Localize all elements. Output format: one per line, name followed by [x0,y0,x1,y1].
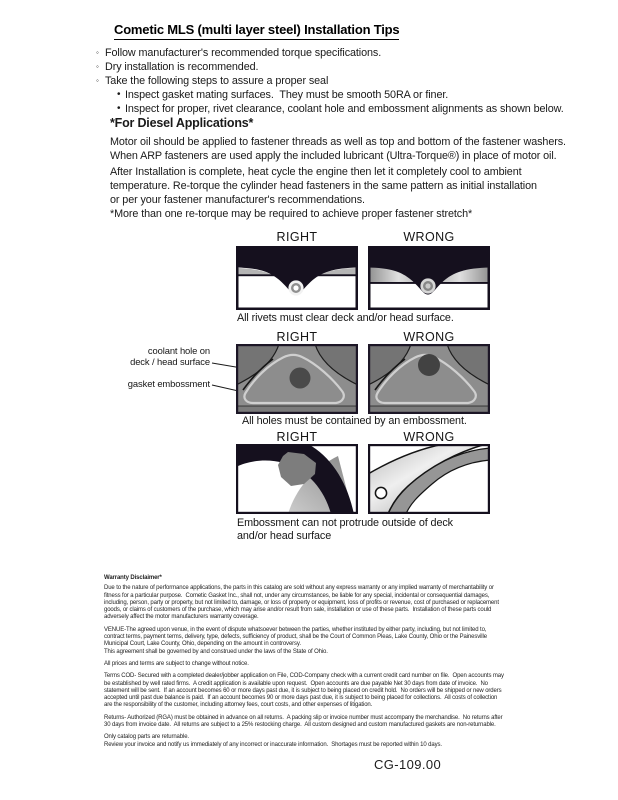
bullet-icon: ◦ [96,62,99,71]
diesel-section-heading: *For Diesel Applications* [110,116,254,130]
tip-text: Dry installation is recommended. [105,61,259,73]
tip-text: Inspect for proper, rivet clearance, coolant hole and embossment alignments as shown below. [125,103,564,115]
page-number: CG-109.00 [374,757,442,772]
fine-print-line: fitness for a particular purpose. Cometic Gasket Inc., shall not, under any circumstances, be liable for any special, incidental or consequential damages, [104,592,490,599]
fine-print-line: VENUE-The agreed upon venue, in the event of dispute whatsoever between the parties, whether instituted by either party, including, but not limited to, [104,626,487,633]
terms-paragraph [104,673,526,709]
paragraph-line: temperature. Re-torque the cylinder head fasteners in the same pattern as initial installation [110,180,537,192]
returns-paragraph [104,715,526,730]
rivet-wrong-diagram [368,246,490,310]
diesel-paragraph [110,165,537,207]
embossment-wrong-diagram [368,444,490,514]
annotation-line: gasket embossment [127,378,210,389]
coolant-hole-annotation [130,345,210,367]
caption-line: Embossment can not protrude outside of deck [237,517,453,529]
list-item [96,74,564,88]
annotation-line: deck / head surface [130,356,210,367]
bullet-icon: ◦ [96,76,99,85]
right-label: RIGHT [276,230,318,244]
list-item [96,46,564,60]
fine-print-line: 30 days from invoice date. All returns are subject to a 25% restocking charge. All custom designed and custom manufactured gaskets are non-returnable. [104,722,496,729]
fine-print-line: Municipal Court, Lake County, Ohio, depending on the amount in controversy. [104,641,301,648]
warranty-disclaimer-block [104,575,526,754]
right-label: RIGHT [276,430,318,444]
paragraph-line: or per your fastener manufacturer's recommendations. [110,194,365,206]
fine-print-line: This agreement shall be governed by and construed under the laws of the State of Ohio. [104,648,328,655]
fine-print-line: All prices and terms are subject to change without notice. [104,660,249,667]
embossment-caption [237,517,453,542]
coolant-hole-right-diagram [236,344,358,414]
bullet-icon: • [117,89,121,100]
prices-paragraph [104,661,526,668]
warranty-paragraph [104,585,526,621]
retorque-note [110,207,472,221]
fine-print-line: be established by well rated firms. A credit application is available upon request. Open accounts are due payable Net 30 days from date of invoice. No [104,680,488,687]
fine-print-line: Due to the nature of performance applications, the parts in this catalog are sold without any express warranty or any implied warranty of merchantability or [104,585,494,592]
warranty-heading: Warranty Disclaimer* [104,575,162,581]
fine-print-line: contract terms, payment terms, delivery, type, defects, sufficiency of product, shall be the Court of Common Pleas, Lake County, Ohio or the Painesville [104,634,487,641]
list-item [96,60,564,74]
fine-print-line: accepted until past due balance is paid. If an account becomes 90 or more days past due, it is subject to being placed for collections. All costs of collection [104,695,498,702]
page-title: Cometic MLS (multi layer steel) Installation Tips [114,22,399,40]
embossment-right-diagram [236,444,358,514]
caption-line: All rivets must clear deck and/or head surface. [237,312,454,324]
fine-print-line: adversely affect the motor manufacturers warranty coverage. [104,614,259,621]
tip-text: Inspect gasket mating surfaces. They must be smooth 50RA or finer. [125,89,449,101]
fine-print-line: Review your invoice and notify us immediately of any incorrect or inaccurate information. Shortages must be reported within 10 days. [104,741,442,748]
wrong-label: WRONG [403,330,455,344]
bullet-icon: ◦ [96,48,99,57]
fine-print-line: Only catalog parts are returnable. [104,734,189,741]
wrong-label: WRONG [403,230,455,244]
list-item [117,88,564,102]
list-item [117,102,564,116]
rivet-right-diagram [236,246,358,310]
fine-print-line: are the responsibility of the customer, including attorney fees, court costs, and other expenses of litigation. [104,702,373,709]
paragraph-line: Motor oil should be applied to fastener threads as well as top and bottom of the fastener washers. [110,136,566,148]
venue-paragraph [104,627,526,656]
fine-print-line: Terms COD- Secured with a completed dealer/jobber application on File, COD-Company check with a current credit card number on file. Open accounts may [104,673,504,680]
right-label: RIGHT [276,330,318,344]
caption-line: All holes must be contained by an embossment. [242,415,467,427]
gasket-embossment-annotation [128,378,210,389]
diesel-paragraph [110,135,566,163]
fine-print-line: goods, or claims of customers of the purchase, which may arise and/or result from sale, installation or use of these parts. Installation of these parts could [104,607,492,614]
fine-print-line: Returns- Authorized (RGA) must be obtained in advance on all returns. A packing slip or invoice number must accompany the merchandise. No returns after [104,714,503,721]
tip-text: Follow manufacturer's recommended torque specifications. [105,47,382,59]
coolant-hole-wrong-diagram [368,344,490,414]
bullet-icon: • [117,103,121,114]
caption-line: and/or head surface [237,529,332,542]
paragraph-line: After Installation is complete, heat cycle the engine then let it completely cool to ambient [110,166,522,178]
fine-print-line: including, person, party or property, but not limited to, damage, or loss of property or equipment, loss of profits or revenue, cost of purchased or replacement [104,599,499,606]
paragraph-line: When ARP fasteners are used apply the included lubricant (Ultra-Torque®) in place of motor oil. [110,150,557,162]
annotation-line: coolant hole on [147,345,210,356]
tip-text: Take the following steps to assure a proper seal [105,75,329,87]
installation-tips-list [96,46,564,116]
fine-print-line: statement will be sent. If an account becomes 60 or more days past due, it is subject to being placed on credit hold. No orders will be shipped or new orders [104,687,502,694]
wrong-label: WRONG [403,430,455,444]
notes-paragraph [104,734,526,749]
rivet-caption [237,312,454,325]
paragraph-line: *More than one re-torque may be required to achieve proper fastener stretch* [110,208,473,220]
hole-caption [242,415,467,428]
